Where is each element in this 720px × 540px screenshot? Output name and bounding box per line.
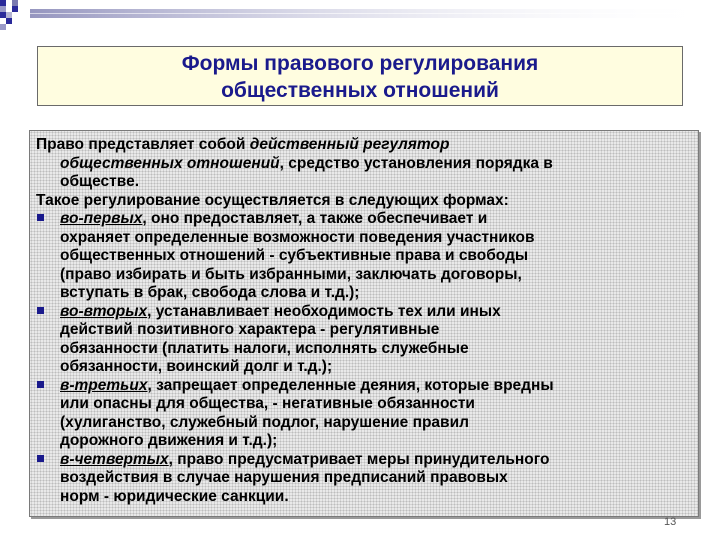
square-bullet-icon [36, 377, 60, 396]
bullet-1-line: (право избирать и быть избранными, заключать договоры, [60, 265, 522, 283]
paragraph-1-line-3: обществе. [60, 173, 139, 190]
emphasis-text: общественных отношений [60, 154, 280, 172]
emphasis-text: действенный регулятор [249, 136, 450, 153]
bullet-2-line: обязанности (платить налоги, исполнять служебные [60, 339, 469, 357]
bullet-1-line: охраняет определенные возможности поведения участников [60, 228, 535, 246]
bullet-4-line: норм - юридические санкции. [60, 487, 289, 505]
bullet-3-keyword: в-третьих [60, 376, 148, 394]
bullet-1-line: вступать в брак, свобода слова и т.д.); [60, 284, 360, 301]
bullet-1-keyword: во-первых [60, 210, 143, 227]
text-span: , устанавливает необходимость тех или иных [147, 302, 501, 320]
slide-title-box [37, 46, 683, 106]
corner-decoration [0, 0, 720, 40]
text-span: , запрещает определенные деяния, которые вредны [147, 376, 554, 394]
bullet-2-line: действий позитивного характера - регулятивные [60, 321, 440, 338]
content-box [29, 130, 699, 517]
square-bullet-icon [36, 210, 60, 229]
bullet-2-line: обязанности, воинский долг и т.д.); [60, 358, 333, 375]
text-span: Право представляет собой [36, 136, 250, 153]
text-span: , средство установления порядка в [279, 154, 553, 172]
square-bullet-icon [36, 303, 60, 322]
bullet-3-line: или опасны для общества, - негативные обязанности [60, 395, 475, 412]
paragraph-1-line-1 [36, 136, 690, 155]
bullet-1-line: общественных отношений - субъективные права и свободы [60, 247, 529, 264]
title-line-1: Формы правового регулирования [181, 52, 539, 75]
paragraph-1-line-2 [36, 155, 690, 174]
bullet-4-line: воздействия в случае нарушения предписаний правовых [60, 469, 508, 486]
text-span: , оно предоставляет, а также обеспечивает и [142, 210, 488, 227]
bullet-3-line-1 [36, 377, 690, 396]
bullet-3-line: дорожного движения и т.д.); [60, 432, 278, 449]
text-span: , право предусматривает меры принудительного [168, 450, 550, 468]
square-bullet-icon [36, 451, 60, 470]
title-line-2: общественных отношений [221, 79, 499, 102]
bullet-4-line-1 [36, 451, 690, 470]
bullet-4-keyword: в-четвертых [60, 450, 169, 468]
bullet-3-line: (хулиганство, служебный подлог, нарушение правил [60, 413, 469, 431]
bullet-2-line-1 [36, 303, 690, 322]
bullet-2-keyword: во-вторых [60, 302, 148, 320]
bullet-1-line-1 [36, 210, 690, 229]
paragraph-2: Такое регулирование осуществляется в следующих формах: [36, 191, 509, 209]
page-number: 13 [664, 516, 677, 528]
